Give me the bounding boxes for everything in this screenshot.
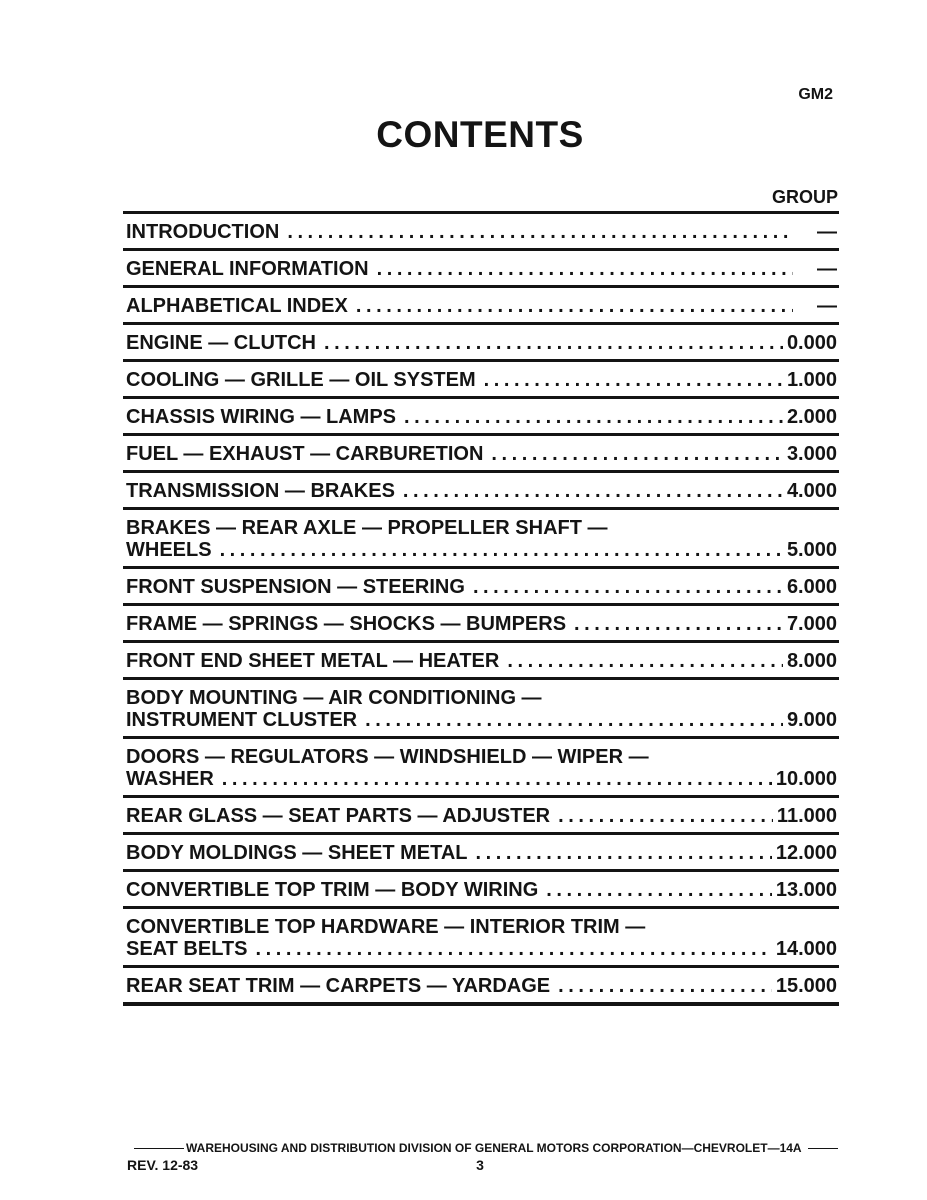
- dot-leader: [476, 842, 772, 864]
- contents-row: [123, 288, 839, 325]
- entry-title: FUEL — EXHAUST — CARBURETION: [126, 443, 484, 465]
- group-number: 14.000: [775, 938, 837, 960]
- group-number: 10.000: [775, 768, 837, 790]
- entry-line: [126, 709, 837, 731]
- group-number: 5.000: [786, 539, 837, 561]
- contents-row: [123, 739, 839, 798]
- entry-title: INSTRUMENT CLUSTER: [126, 709, 358, 731]
- contents-row: [123, 835, 839, 872]
- contents-row: [123, 214, 839, 251]
- dot-leader: [491, 443, 783, 465]
- entry-line: [126, 650, 837, 672]
- group-number: 13.000: [775, 879, 837, 901]
- entry-title-line: BRAKES — REAR AXLE — PROPELLER SHAFT —: [126, 517, 608, 539]
- entry-title: FRONT END SHEET METAL — HEATER: [126, 650, 500, 672]
- entry-title: CONVERTIBLE TOP TRIM — BODY WIRING: [126, 879, 539, 901]
- footer-division-line: [134, 1141, 838, 1155]
- entry-title: INTRODUCTION: [126, 221, 280, 243]
- dot-leader: [507, 650, 783, 672]
- entry-title: BODY MOLDINGS — SHEET METAL: [126, 842, 468, 864]
- entry-title: GENERAL INFORMATION: [126, 258, 369, 280]
- contents-row: [123, 325, 839, 362]
- group-number: 12.000: [775, 842, 837, 864]
- dot-leader: [558, 805, 773, 827]
- group-number: —: [817, 295, 837, 317]
- contents-row: [123, 872, 839, 909]
- entry-title: FRONT SUSPENSION — STEERING: [126, 576, 465, 598]
- group-number: 9.000: [786, 709, 837, 731]
- entry-line: [126, 480, 837, 502]
- entry-title-line: BODY MOUNTING — AIR CONDITIONING —: [126, 687, 542, 709]
- contents-row: [123, 643, 839, 680]
- entry-line: [126, 805, 837, 827]
- entry-title: FRAME — SPRINGS — SHOCKS — BUMPERS: [126, 613, 567, 635]
- dot-leader: [222, 768, 772, 790]
- entry-title-line: CONVERTIBLE TOP HARDWARE — INTERIOR TRIM —: [126, 916, 646, 938]
- dot-leader: [558, 975, 772, 997]
- dot-leader: [484, 369, 783, 391]
- group-number: 6.000: [786, 576, 837, 598]
- group-number: —: [817, 258, 837, 280]
- group-number: 7.000: [786, 613, 837, 635]
- dot-leader: [324, 332, 783, 354]
- page-number: 3: [476, 1157, 484, 1173]
- contents-row: [123, 251, 839, 288]
- entry-title-line: DOORS — REGULATORS — WINDSHIELD — WIPER —: [126, 746, 649, 768]
- footer-rule-right: [808, 1148, 838, 1149]
- entry-line: [126, 938, 837, 960]
- group-number: 1.000: [786, 369, 837, 391]
- dot-leader: [546, 879, 772, 901]
- entry-title: CHASSIS WIRING — LAMPS: [126, 406, 397, 428]
- entry-line: [126, 539, 837, 561]
- revision-label: REV. 12-83: [127, 1157, 199, 1173]
- entry-line: [126, 443, 837, 465]
- entry-title: ALPHABETICAL INDEX: [126, 295, 348, 317]
- entry-line: [126, 613, 837, 635]
- footer-division-text: WAREHOUSING AND DISTRIBUTION DIVISION OF GENERAL MOTORS CORPORATION—CHEVROLET—14A: [186, 1141, 802, 1155]
- entry-line: [126, 975, 837, 997]
- entry-title: REAR SEAT TRIM — CARPETS — YARDAGE: [126, 975, 551, 997]
- contents-row: [123, 968, 839, 1006]
- entry-line: [126, 768, 837, 790]
- dot-leader: [404, 406, 783, 428]
- contents-table: [123, 211, 839, 1006]
- document-code: GM2: [798, 86, 833, 103]
- entry-title: SEAT BELTS: [126, 938, 248, 960]
- contents-row: [123, 473, 839, 510]
- entry-line: [126, 221, 837, 243]
- entry-title: ENGINE — CLUTCH: [126, 332, 316, 354]
- contents-row: [123, 510, 839, 569]
- contents-row: [123, 606, 839, 643]
- dot-leader: [473, 576, 783, 598]
- dot-leader: [403, 480, 783, 502]
- dot-leader: [356, 295, 793, 317]
- dot-leader: [377, 258, 793, 280]
- contents-row: [123, 680, 839, 739]
- entry-line: [126, 369, 837, 391]
- group-number: 3.000: [786, 443, 837, 465]
- dot-leader: [574, 613, 783, 635]
- contents-row: [123, 362, 839, 399]
- dot-leader: [255, 938, 771, 960]
- entry-line: [126, 258, 837, 280]
- group-column-header: GROUP: [771, 187, 838, 207]
- entry-line: [126, 332, 837, 354]
- group-number: —: [817, 221, 837, 243]
- dot-leader: [220, 539, 783, 561]
- entry-line: [126, 295, 837, 317]
- entry-line: [126, 842, 837, 864]
- contents-row: [123, 399, 839, 436]
- contents-row: [123, 909, 839, 968]
- entry-line: [126, 406, 837, 428]
- contents-row: [123, 798, 839, 835]
- dot-leader: [287, 221, 793, 243]
- entry-title: WASHER: [126, 768, 214, 790]
- entry-title: REAR GLASS — SEAT PARTS — ADJUSTER: [126, 805, 551, 827]
- entry-line: [126, 576, 837, 598]
- group-number: 15.000: [775, 975, 837, 997]
- group-number: 8.000: [786, 650, 837, 672]
- footer-rule-left: [134, 1148, 184, 1149]
- entry-line: [126, 879, 837, 901]
- entry-title: TRANSMISSION — BRAKES: [126, 480, 395, 502]
- entry-title: COOLING — GRILLE — OIL SYSTEM: [126, 369, 476, 391]
- group-number: 11.000: [776, 805, 837, 827]
- contents-row: [123, 436, 839, 473]
- entry-title: WHEELS: [126, 539, 212, 561]
- page-title: CONTENTS: [376, 114, 584, 155]
- dot-leader: [365, 709, 783, 731]
- group-number: 0.000: [786, 332, 837, 354]
- group-number: 2.000: [786, 406, 837, 428]
- contents-row: [123, 569, 839, 606]
- group-number: 4.000: [786, 480, 837, 502]
